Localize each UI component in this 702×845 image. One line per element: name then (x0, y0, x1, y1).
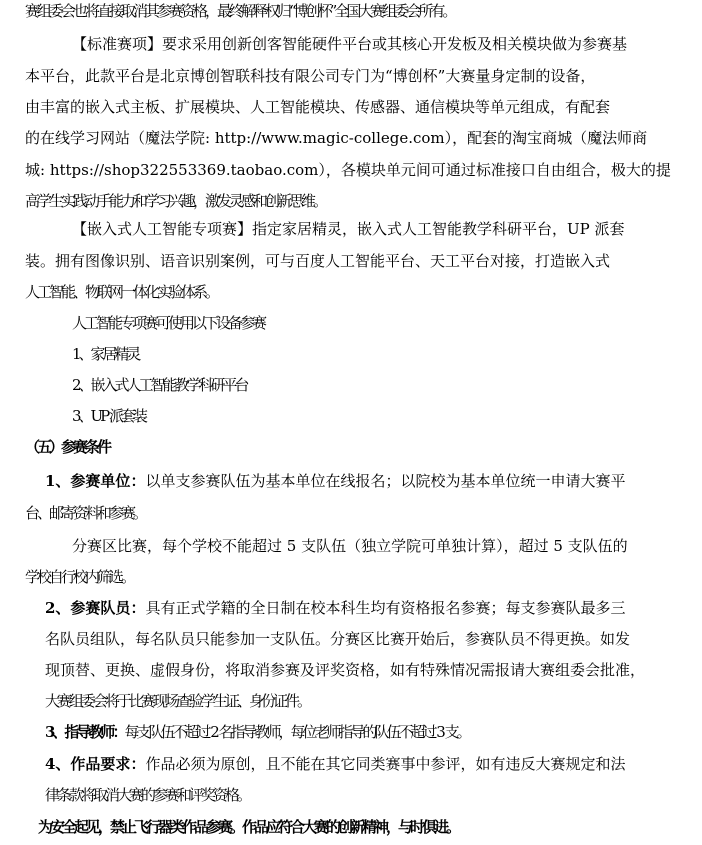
list-item: 3、UP 派套装 (72, 407, 146, 425)
text-line: 3、指导教师：每支队伍不超过 2 名指导教师，每位老师指导的队伍不超过 3 支。 (45, 723, 469, 741)
text-line: 本平台，此款平台是北京博创智联科技有限公司专门为“博创杯”大赛量身定制的设备， (25, 67, 596, 85)
text-line: 名队员组队，每名队员只能参加一支队伍。分赛区比赛开始后，参赛队员不得更换。如发 (45, 630, 631, 648)
text-line: 现顶替、更换、虚假身份，将取消参赛及评奖资格，如有特殊情况需报请大赛组委会批准， (45, 661, 646, 679)
text-line: 大赛组委会将于比赛现场查验学生证、身份证件。 (45, 692, 310, 710)
list-item: 1、家居精灵 (72, 345, 139, 363)
text-line: 【嵌入式人工智能专项赛】指定家居精灵，嵌入式人工智能教学科研平台，UP 派套 (72, 220, 625, 238)
final-notice: 为安全起见，禁止飞行器类作品参赛。作品应符合大赛的创新精神，与时俱进。 (38, 818, 459, 836)
text-line: 人工智能专项赛可使用以下设备参赛 (72, 314, 265, 332)
text-line: 的在线学习网站（魔法学院: http://www.magic-college.com），配套的淘宝商城（魔法师商 (25, 129, 648, 147)
text-line: 1、参赛单位：以单支参赛队伍为基本单位在线报名；以院校为基本单位统一申请大赛平 (45, 472, 626, 490)
text-line: 人工智能、物联网一体化实验体系。 (25, 283, 218, 301)
text-line: 分赛区比赛，每个学校不能超过 5 支队伍（独立学院可单独计算），超过 5 支队伍的 (72, 537, 628, 555)
item-label: 4、作品要求： (45, 755, 146, 773)
text-line: 装。拥有图像识别、语音识别案例，可与百度人工智能平台、天工平台对接，打造嵌入式 (25, 252, 611, 270)
item-label: 2、参赛队员： (45, 599, 146, 617)
text-line: 由丰富的嵌入式主板、扩展模块、人工智能模块、传感器、通信模块等单元组成，有配套 (25, 98, 611, 116)
text-line: 赛组委会也将直接取消其参赛资格，最终解释权归“博创杯”全国大赛组委会所有。 (25, 2, 455, 20)
section-heading: （五）参赛条件 (25, 438, 110, 456)
text-line: 2、参赛队员：具有正式学籍的全日制在校本科生均有资格报名参赛；每支参赛队最多三 (45, 599, 626, 617)
text-line: 【标准赛项】要求采用创新创客智能硬件平台或其核心开发板及相关模块做为参赛基 (72, 35, 628, 53)
item-label: 3、指导教师： (45, 723, 125, 741)
list-item: 2、嵌入式人工智能教学科研平台 (72, 376, 247, 394)
text-line: 台、邮寄资料和参赛。 (25, 504, 146, 522)
item-label: 1、参赛单位： (45, 472, 146, 490)
text-line: 学校自行校内筛选。 (25, 568, 134, 586)
text-line: 4、作品要求：作品必须为原创，且不能在其它同类赛事中参评，如有违反大赛规定和法 (45, 755, 626, 773)
text-line: 高学生实践动手能力和学习兴趣，激发灵感和创新思维。 (25, 192, 326, 210)
text-line: 城: https://shop322553369.taobao.com），各模块单元间可通过标准接口自由组合，极大的提 (25, 161, 671, 179)
text-line: 律条款将取消大赛的参赛和评奖资格。 (45, 786, 250, 804)
